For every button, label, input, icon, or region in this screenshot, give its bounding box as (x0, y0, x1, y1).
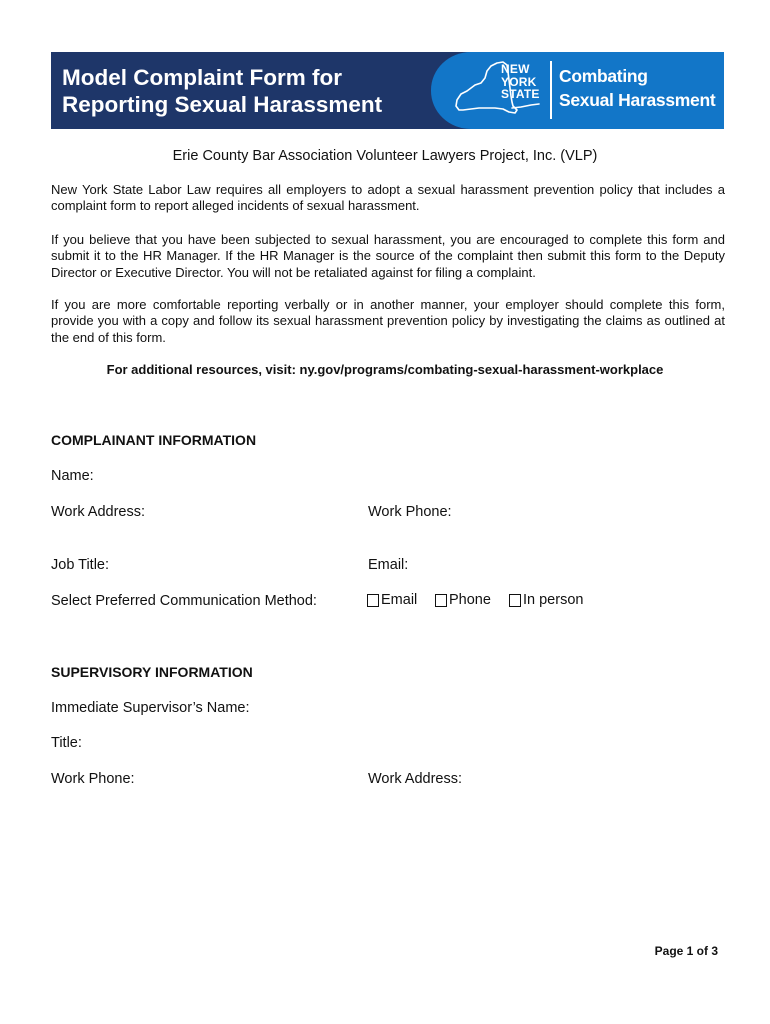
work-address-label: Work Address: (51, 504, 146, 520)
method-option-phone[interactable] (435, 592, 491, 608)
supervisor-work-address-label: Work Address: (368, 771, 463, 787)
phone-checkbox[interactable] (435, 594, 447, 607)
intro-paragraph-3: If you are more comfortable reporting verbally or in another manner, your employer should complete this form, provide you with a copy and follow its sexual harassment prevention policy by investigating the claims as outlined at the end of this form. (51, 297, 725, 345)
page-number: Page 1 of 3 (654, 944, 718, 958)
form-title-line-2: Reporting Sexual Harassment (62, 92, 383, 117)
new-york-state-wordmark (501, 63, 540, 101)
brand-divider (550, 61, 552, 119)
method-option-in-person[interactable] (509, 592, 583, 608)
intro-paragraph-2: If you believe that you have been subjected to sexual harassment, you are encouraged to complete this form and submit it to the HR Manager. If the HR Manager is the source of the complaint then submit this form to the Deputy Director or Executive Director. You will not be retaliated against for filing a complaint. (51, 232, 725, 280)
header-banner (51, 52, 724, 129)
campaign-wordmark-line-1: Combating (559, 66, 648, 86)
campaign-wordmark-line-2: Sexual Harassment (559, 90, 716, 110)
phone-option-label: Phone (449, 592, 491, 608)
complainant-section-heading: COMPLAINANT INFORMATION (51, 432, 257, 448)
supervisory-section-heading: SUPERVISORY INFORMATION (51, 664, 253, 680)
email-label: Email: (368, 557, 409, 573)
form-title-line-1: Model Complaint Form for (62, 65, 342, 90)
in-person-option-label: In person (523, 592, 584, 608)
campaign-wordmark (559, 64, 715, 112)
state-wordmark-line-1: NEW (501, 62, 530, 76)
resources-link-text: For additional resources, visit: ny.gov/programs/combating-sexual-harassment-workplace (106, 362, 664, 377)
method-option-email[interactable] (367, 592, 417, 608)
supervisor-work-phone-label: Work Phone: (51, 771, 135, 787)
email-checkbox[interactable] (367, 594, 379, 607)
state-wordmark-line-2: YORK (501, 74, 537, 89)
name-label: Name: (51, 468, 94, 484)
email-option-label: Email (381, 592, 418, 608)
organization-name: Erie County Bar Association Volunteer Lawyers Project, Inc. (VLP) (172, 148, 598, 164)
work-phone-label: Work Phone: (368, 504, 452, 520)
job-title-label: Job Title: (51, 557, 110, 573)
in-person-checkbox[interactable] (509, 594, 521, 607)
supervisor-name-label: Immediate Supervisor’s Name: (51, 700, 250, 716)
state-wordmark-line-3: STATE (501, 87, 540, 101)
communication-method-label: Select Preferred Communication Method: (51, 593, 317, 609)
intro-paragraph-1: New York State Labor Law requires all employers to adopt a sexual harassment prevention policy that includes a complaint form to report alleged incidents of sexual harassment. (51, 182, 725, 214)
form-title (62, 64, 382, 118)
supervisor-title-label: Title: (51, 735, 82, 751)
